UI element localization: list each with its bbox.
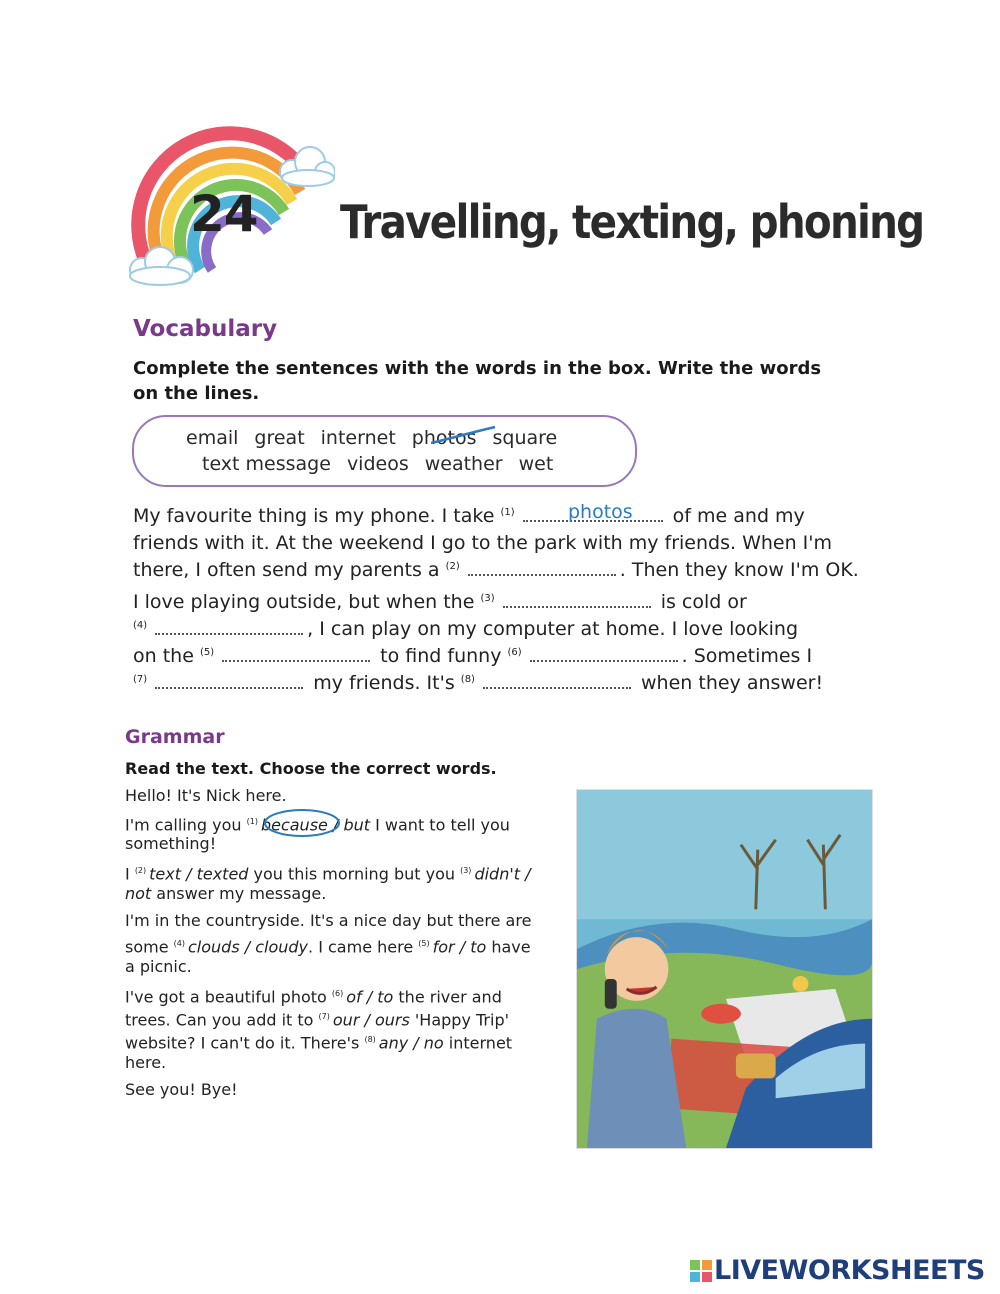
word-weather: weather	[424, 453, 503, 475]
vocab-line-3: there, I often send my parents a $^{(2)}$ . Then they know I'm OK.	[133, 559, 859, 581]
grammar-heading: Grammar	[125, 726, 225, 748]
option-but[interactable]: / but	[332, 815, 371, 835]
word-square: square	[492, 427, 558, 449]
page-title: Travelling, texting, phoning	[340, 195, 924, 249]
vocab-line-1: My favourite thing is my phone. I take $^{(1)}$ of me and my	[133, 505, 805, 527]
grammar-line-4: I $^{(2)}$ text / texted you this morning but you $^{(3)}$ didn't /	[125, 864, 531, 884]
option-for-to[interactable]: for / to	[432, 937, 487, 957]
vocabulary-heading: Vocabulary	[133, 316, 278, 342]
vocab-line-7: $^{(7)}$ my friends. It's $^{(8)}$ when they answer!	[133, 672, 824, 694]
grammar-line-1: Hello! It's Nick here.	[125, 786, 287, 805]
option-not[interactable]: not	[125, 884, 152, 903]
option-of-to[interactable]: of / to	[346, 987, 394, 1007]
vocab-line-6: on the $^{(5)}$ to find funny $^{(6)}$ . Sometimes I	[133, 645, 813, 667]
vocab-line-4: I love playing outside, but when the $^{(3)}$ is cold or	[133, 591, 747, 613]
grammar-line-10: trees. Can you add it to $^{(7)}$ our / ours 'Happy Trip'	[125, 1010, 510, 1030]
grammar-line-9: I've got a beautiful photo $^{(6)}$ of / to the river and	[125, 987, 502, 1007]
word-internet: internet	[320, 427, 396, 449]
vocab-line-5: $^{(4)}$ , I can play on my computer at home. I love looking	[133, 618, 799, 640]
word-row	[186, 427, 573, 449]
answer-circle-mark	[262, 806, 342, 840]
word-text-message: text message	[202, 453, 331, 475]
grammar-line-12: here.	[125, 1053, 167, 1072]
word-box	[132, 415, 637, 487]
word-row	[202, 453, 569, 475]
unit-number: 24	[190, 185, 258, 243]
brand-name: LIVEWORKSHEETS	[714, 1255, 985, 1286]
grammar-line-8: a picnic.	[125, 957, 192, 976]
word-wet: wet	[518, 453, 554, 475]
vocabulary-instruction: Complete the sentences with the words in the box. Write the words on the lines.	[133, 358, 822, 404]
word-email: email	[186, 427, 239, 449]
grammar-instruction: Read the text. Choose the correct words.	[125, 759, 497, 778]
answer-blank-3[interactable]	[503, 594, 651, 608]
answer-blank-4[interactable]	[155, 621, 303, 635]
grammar-line-11: website? I can't do it. There's $^{(8)}$ any / no internet	[125, 1033, 513, 1053]
answer-blank-7[interactable]	[155, 675, 303, 689]
grammar-line-2: I'm calling you $^{(1)}$ because / but I want to tell you	[125, 815, 510, 835]
option-any-no[interactable]: any / no	[378, 1033, 444, 1053]
grammar-line-13: See you! Bye!	[125, 1080, 238, 1099]
word-photos: photos	[411, 427, 477, 449]
option-didnt[interactable]: didn't /	[474, 864, 531, 884]
word-videos: videos	[346, 453, 409, 475]
option-because[interactable]: because	[260, 815, 328, 835]
answer-blank-5[interactable]	[222, 648, 370, 662]
grammar-line-3: something!	[125, 834, 217, 853]
answer-blank-6[interactable]	[530, 648, 678, 662]
option-clouds-cloudy[interactable]: clouds / cloudy	[188, 937, 309, 957]
word-great: great	[254, 427, 305, 449]
grammar-line-7: some $^{(4)}$ clouds / cloudy. I came here $^{(5)}$ for / to have	[125, 937, 531, 957]
grammar-line-5: not answer my message.	[125, 884, 327, 903]
strike-through-mark	[429, 425, 499, 447]
answer-blank-2[interactable]	[468, 562, 616, 576]
vocab-line-2: friends with it. At the weekend I go to the park with my friends. When I'm	[133, 532, 833, 554]
option-our-ours[interactable]: our / ours	[332, 1010, 410, 1030]
option-text-texted[interactable]: text / texted	[149, 864, 249, 884]
liveworksheets-logo-icon	[690, 1260, 712, 1282]
picnic-illustration	[576, 789, 873, 1149]
grammar-line-6: I'm in the countryside. It's a nice day but there are	[125, 911, 532, 930]
answer-blank-8[interactable]	[483, 675, 631, 689]
answer-1-text: photos	[568, 501, 633, 523]
